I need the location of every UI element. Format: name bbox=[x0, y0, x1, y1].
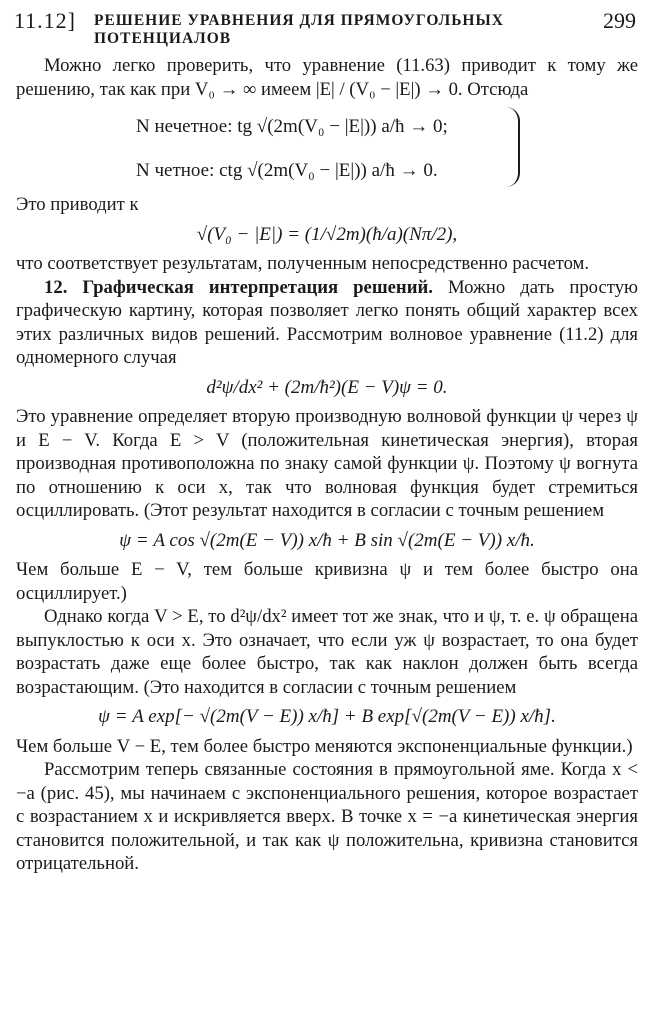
paragraph-4 bbox=[16, 276, 638, 370]
right-brace bbox=[506, 107, 520, 187]
paragraph-6: Чем больше E − V, тем больше кривизна ψ и тем более быстро она осциллирует.) bbox=[16, 559, 638, 604]
paragraph-3: что соответствует результатам, полученным непосредственно расчетом. bbox=[16, 253, 590, 274]
page-body bbox=[16, 54, 638, 876]
equation-exponential: ψ = A exp[− √(2m(V − E)) x/ħ] + B exp[√(2m(V − E)) x/ħ]. bbox=[98, 706, 556, 727]
paragraph-5: Это уравнение определяет вторую производную волновой функции ψ через ψ и E − V. Когда E > V (положительная кинетическая энергия), вторая производная противоположна по знаку самой функции ψ. Поэтому ψ вогнута по отношению к оси x, так что волновая функция будет стремиться осциллировать. (Этот результат находится в согласии с точным решением bbox=[16, 406, 638, 521]
running-header bbox=[14, 8, 636, 47]
equation-odd: N нечетное: tg √(2m(V₀ − |E|)) a/ħ → 0; bbox=[136, 116, 448, 137]
running-title: РЕШЕНИЕ УРАВНЕНИЯ ДЛЯ ПРЯМОУГОЛЬНЫХ ПОТЕНЦИАЛОВ bbox=[94, 12, 504, 47]
paragraph-1: Можно легко проверить, что уравнение (11.63) приводит к тому же решению, так как при V₀ → ∞ имеем |E| / (V₀ − |E|) → 0. Отсюда bbox=[16, 55, 638, 100]
section-number: 11.12] bbox=[14, 8, 77, 33]
equation-even: N четное: ctg √(2m(V₀ − |E|)) a/ħ → 0. bbox=[136, 160, 438, 181]
paragraph-9: Рассмотрим теперь связанные состояния в прямоугольной яме. Когда x < −a (рис. 45), мы начинаем с экспоненциального решения, которое возрастает с возрастанием x и искривляется вверх. В точке x = −a кинетическая энергия становится положительной, и так как ψ положительна, кривизна становится отрицательной. bbox=[16, 759, 638, 874]
equation-wave: d²ψ/dx² + (2m/ħ²)(E − V)ψ = 0. bbox=[206, 376, 448, 398]
paragraph-7: Однако когда V > E, то d²ψ/dx² имеет тот же знак, что и ψ, т. е. ψ обращена выпуклостью к оси x. Это означает, что если уж ψ возрастает, то она будет возрастать даже еще более быстро, так как наклон должен быть всегда возрастающим. (Это находится в согласии с точным решением bbox=[16, 606, 638, 698]
paragraph-2: Это приводит к bbox=[16, 194, 139, 215]
section-heading: 12. Графическая интерпретация решений. bbox=[44, 276, 433, 298]
equation-oscillating: ψ = A cos √(2m(E − V)) x/ħ + B sin √(2m(E − V)) x/ħ. bbox=[119, 529, 535, 551]
paragraph-4-text: Можно дать простую графическую картину, которая позволяет легко понять общий характер всех этих различных видов решений. Рассмотрим волновое уравнение (11.2) для одномерного случая bbox=[16, 276, 638, 368]
equation-parity-block bbox=[16, 107, 638, 189]
equation-energy: √(V₀ − |E|) = (1/√2m)(ħ/a)(Nπ/2), bbox=[196, 223, 458, 245]
paragraph-8: Чем больше V − E, тем более быстро меняются экспоненциальные функции.) bbox=[16, 735, 633, 757]
page-number: 299 bbox=[603, 8, 636, 33]
